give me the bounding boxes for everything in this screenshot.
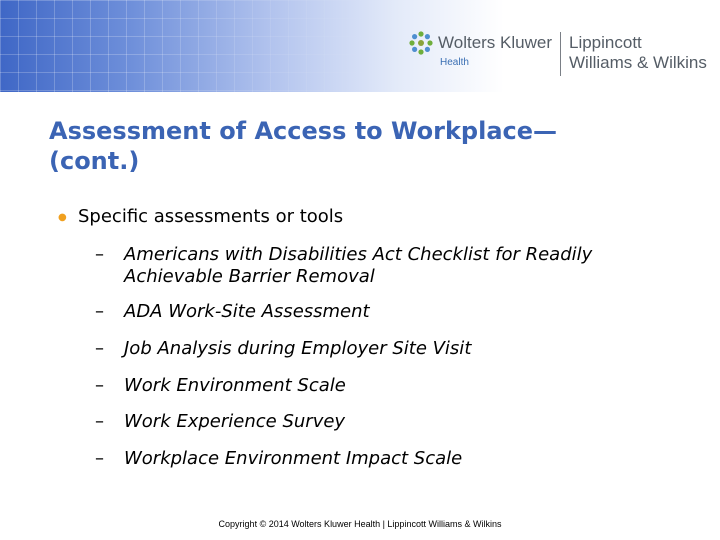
brand-sub: Health <box>440 57 469 68</box>
footer-copyright: Copyright © 2014 Wolters Kluwer Health | Lippincott Williams & Wilkins <box>218 519 502 529</box>
brand-secondary <box>569 33 707 73</box>
dash-icon: – <box>95 244 104 265</box>
slide-title-line1: Assessment of Access to Workplace— <box>49 117 558 145</box>
wolters-kluwer-emblem-icon <box>408 30 434 56</box>
sub-item <box>95 411 664 433</box>
sub-item-text: Workplace Environment Impact Scale <box>124 448 463 469</box>
brand-primary: Wolters Kluwer <box>438 33 552 52</box>
publisher-logo <box>408 30 716 80</box>
bullet-text: Specific assessments or tools <box>78 206 344 227</box>
sub-item-text: Americans with Disabilities Act Checklist for Readily Achievable Barrier Removal <box>124 244 593 287</box>
sub-item <box>95 301 664 323</box>
sub-item <box>95 338 664 360</box>
dash-icon: – <box>95 338 104 359</box>
dash-icon: – <box>95 448 104 469</box>
brand-secondary-line2: Williams & Wilkins <box>569 53 707 72</box>
dash-icon: – <box>95 375 104 396</box>
brand-secondary-line1: Lippincott <box>569 33 642 52</box>
sub-item <box>95 375 664 397</box>
bullet-dot-icon: ● <box>58 212 67 223</box>
slide-title <box>49 116 689 176</box>
header-band-grid <box>0 0 380 92</box>
dash-icon: – <box>95 411 104 432</box>
sub-item-text: Work Environment Scale <box>124 375 346 396</box>
sub-item-text: Job Analysis during Employer Site Visit <box>124 338 472 359</box>
dash-icon: – <box>95 301 104 322</box>
logo-divider <box>560 32 561 76</box>
sub-item-text: ADA Work-Site Assessment <box>124 301 370 322</box>
sub-item <box>95 448 664 470</box>
sub-item <box>95 244 664 288</box>
sub-item-text: Work Experience Survey <box>124 411 346 432</box>
slide-title-line2: (cont.) <box>49 147 140 175</box>
